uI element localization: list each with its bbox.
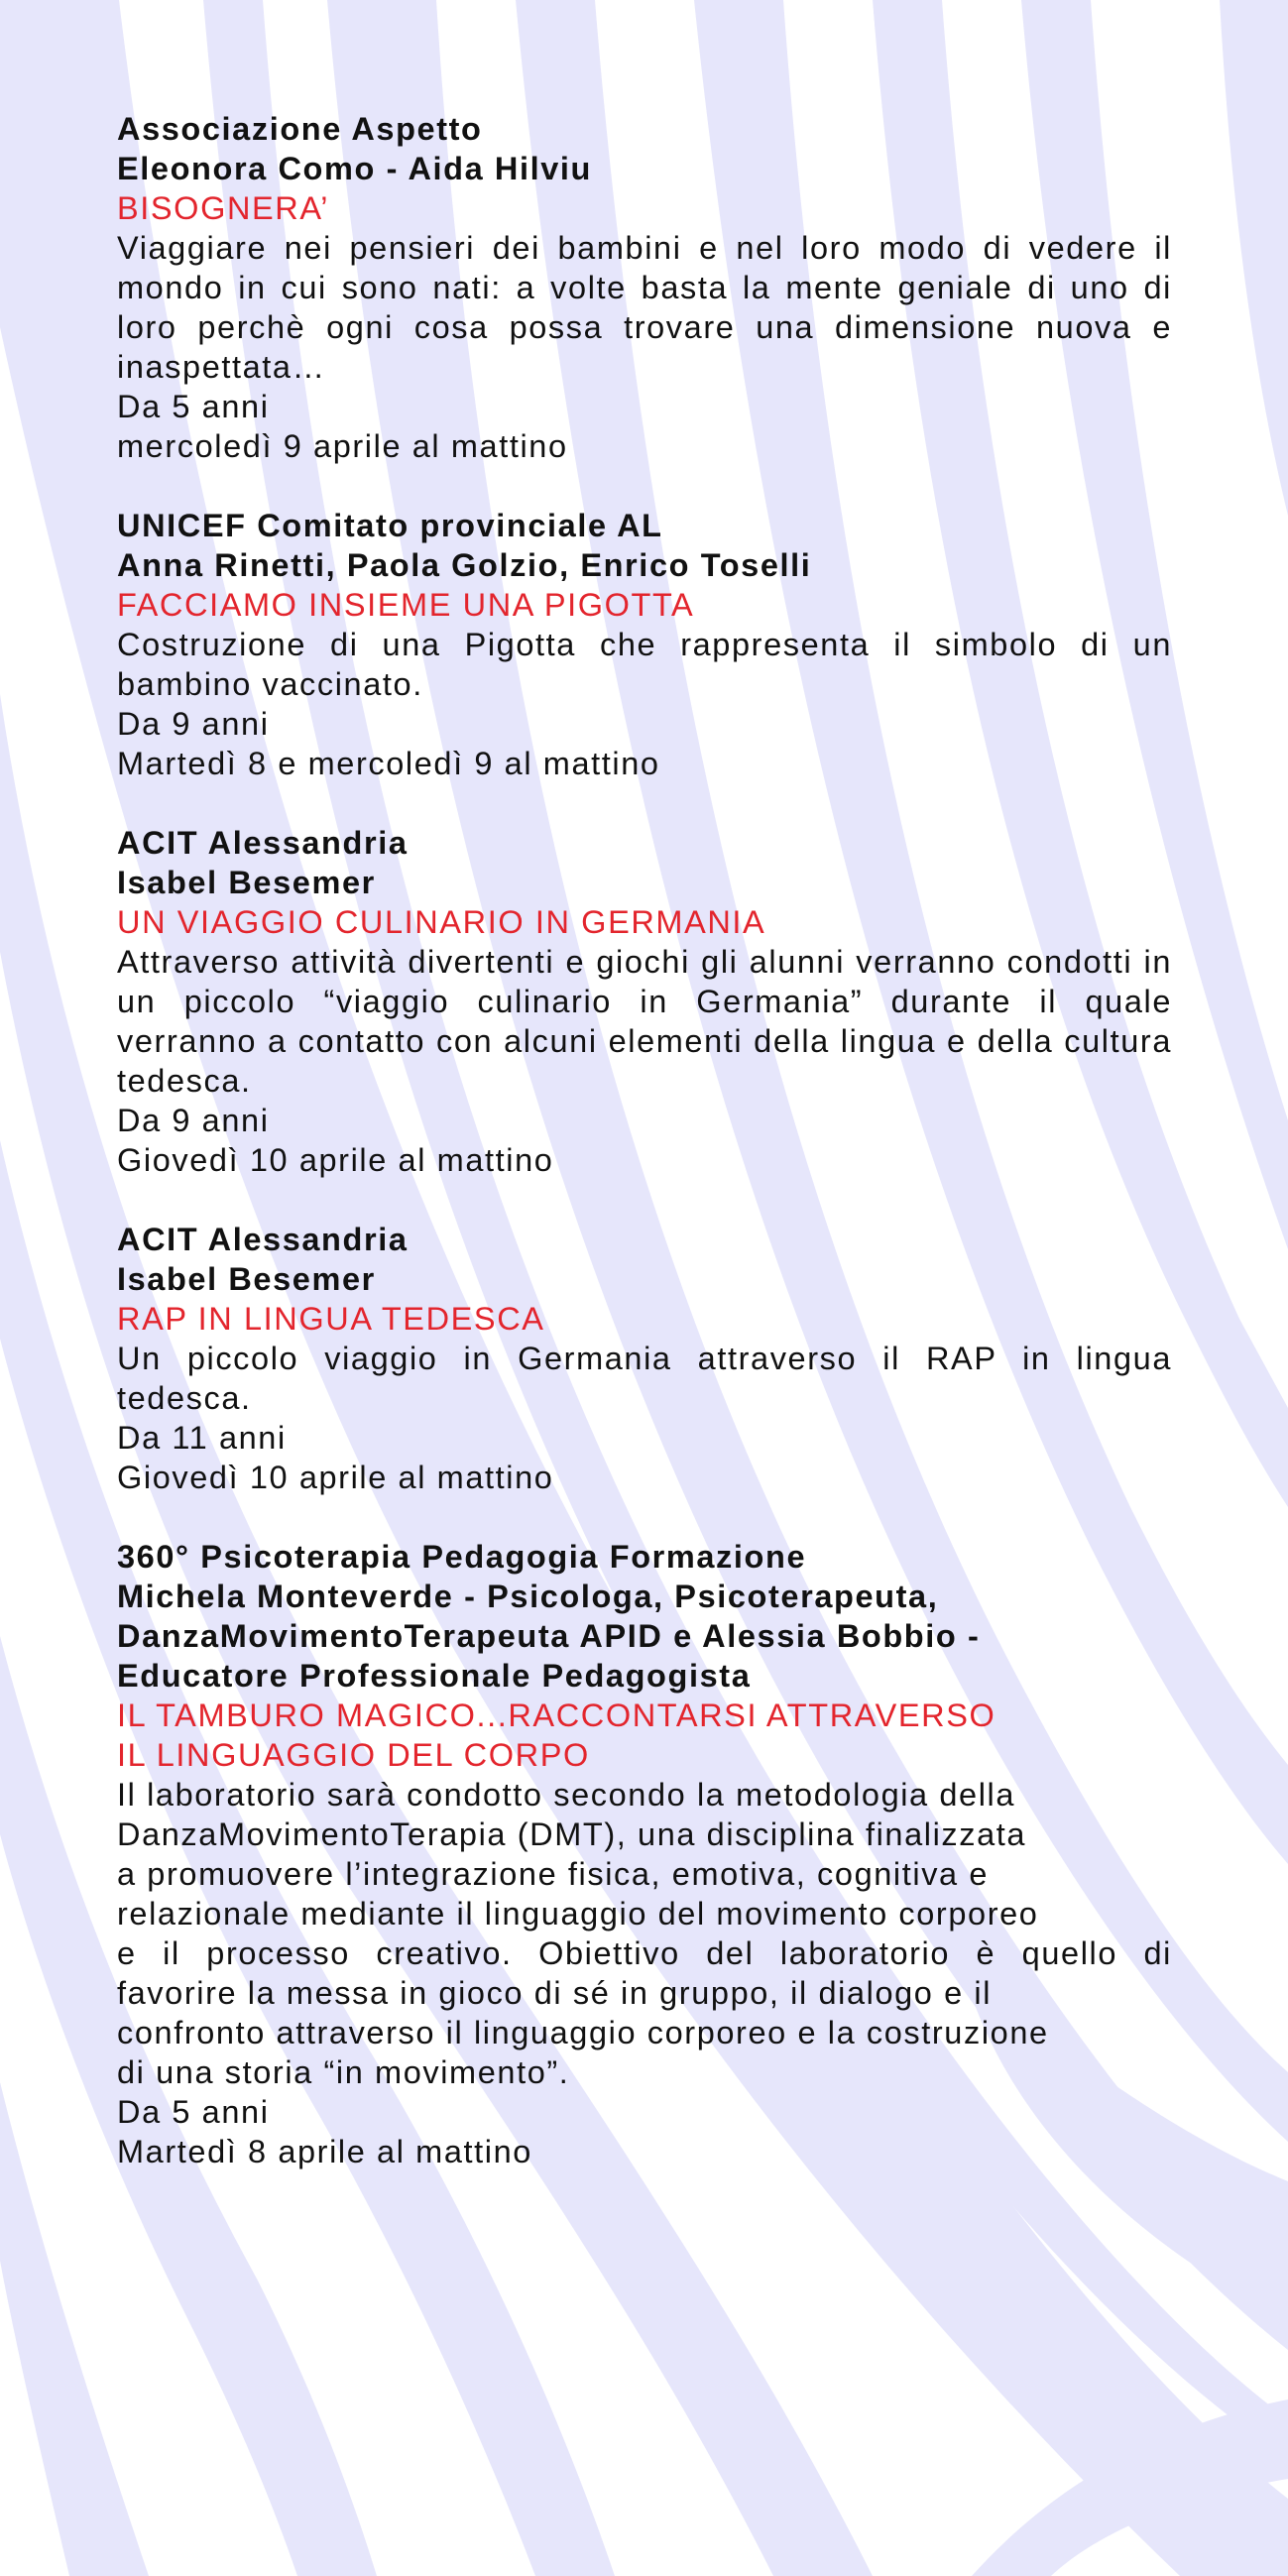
authors: Anna Rinetti, Paola Golzio, Enrico Toselli xyxy=(117,547,812,583)
workshop-description: Un piccolo viaggio in Germania attraverso il RAP in lingua tedesca. xyxy=(117,1341,1172,1416)
description-line: favorire la messa in gioco di sé in gruppo, il dialogo e il xyxy=(117,1975,993,2011)
age-range: Da 11 anni xyxy=(117,1420,287,1456)
workshop-description: Viaggiare nei pensieri dei bambini e nel loro modo di vedere il mondo in cui sono nati: a volte basta la mente geniale di uno di loro perchè ogni cosa possa trovare una dimensione nuova e inaspettata… xyxy=(117,230,1172,385)
stripe xyxy=(1220,0,1288,516)
authors: Isabel Besemer xyxy=(117,865,376,900)
authors: Isabel Besemer xyxy=(117,1261,376,1297)
organization: Associazione Aspetto xyxy=(117,111,483,147)
description-line: di una storia “in movimento”. xyxy=(117,2054,570,2090)
workshop-entry xyxy=(117,1537,1172,2171)
description-line: relazionale mediante il linguaggio del movimento corporeo xyxy=(117,1896,1039,1932)
schedule: Martedì 8 aprile al mattino xyxy=(117,2134,532,2169)
workshop-entry xyxy=(117,109,1172,466)
workshop-description: Attraverso attività divertenti e giochi gli alunni verranno condotti in un piccolo “viaggio culinario in Germania” durante il quale verranno a contatto con alcuni elementi della lingua e della cultura tedesca. xyxy=(117,944,1172,1099)
description-line: Il laboratorio sarà condotto secondo la metodologia della xyxy=(117,1777,1016,1813)
workshop-description: Costruzione di una Pigotta che rappresenta il simbolo di un bambino vaccinato. xyxy=(117,627,1172,702)
authors-line: DanzaMovimentoTerapeuta APID e Alessia Bobbio - xyxy=(117,1618,981,1654)
document-body xyxy=(117,109,1172,2211)
schedule: Giovedì 10 aprile al mattino xyxy=(117,1142,554,1178)
age-range: Da 5 anni xyxy=(117,2094,270,2130)
description-line: confronto attraverso il linguaggio corporeo e la costruzione xyxy=(117,2015,1049,2050)
workshop-title-line: IL TAMBURO MAGICO...RACCONTARSI ATTRAVERSO xyxy=(117,1698,996,1733)
age-range: Da 9 anni xyxy=(117,1103,270,1138)
workshop-entry xyxy=(117,1220,1172,1497)
authors-line: Michela Monteverde - Psicologa, Psicoterapeuta, xyxy=(117,1579,939,1614)
age-range: Da 9 anni xyxy=(117,706,270,742)
workshop-title: BISOGNERA’ xyxy=(117,190,330,226)
organization: ACIT Alessandria xyxy=(117,1222,409,1257)
description-line: e il processo creativo. Obiettivo del laboratorio è quello di xyxy=(117,1935,1172,1971)
workshop-title: FACCIAMO INSIEME UNA PIGOTTA xyxy=(117,587,695,623)
schedule: mercoledì 9 aprile al mattino xyxy=(117,428,568,464)
schedule: Giovedì 10 aprile al mattino xyxy=(117,1460,554,1495)
age-range: Da 5 anni xyxy=(117,389,270,424)
workshop-title: UN VIAGGIO CULINARIO IN GERMANIA xyxy=(117,904,766,940)
workshop-title-line: IL LINGUAGGIO DEL CORPO xyxy=(117,1737,590,1773)
schedule: Martedì 8 e mercoledì 9 al mattino xyxy=(117,746,660,781)
workshop-entry xyxy=(117,506,1172,783)
authors: Eleonora Como - Aida Hilviu xyxy=(117,151,592,186)
organization: UNICEF Comitato provinciale AL xyxy=(117,508,663,543)
description-line: DanzaMovimentoTerapia (DMT), una disciplina finalizzata xyxy=(117,1816,1027,1852)
description-line: a promuovere l’integrazione fisica, emotiva, cognitiva e xyxy=(117,1856,990,1892)
organization: ACIT Alessandria xyxy=(117,825,409,861)
workshop-title: RAP IN LINGUA TEDESCA xyxy=(117,1301,545,1337)
workshop-entry xyxy=(117,823,1172,1180)
authors-line: Educatore Professionale Pedagogista xyxy=(117,1658,752,1694)
organization: 360° Psicoterapia Pedagogia Formazione xyxy=(117,1539,807,1575)
